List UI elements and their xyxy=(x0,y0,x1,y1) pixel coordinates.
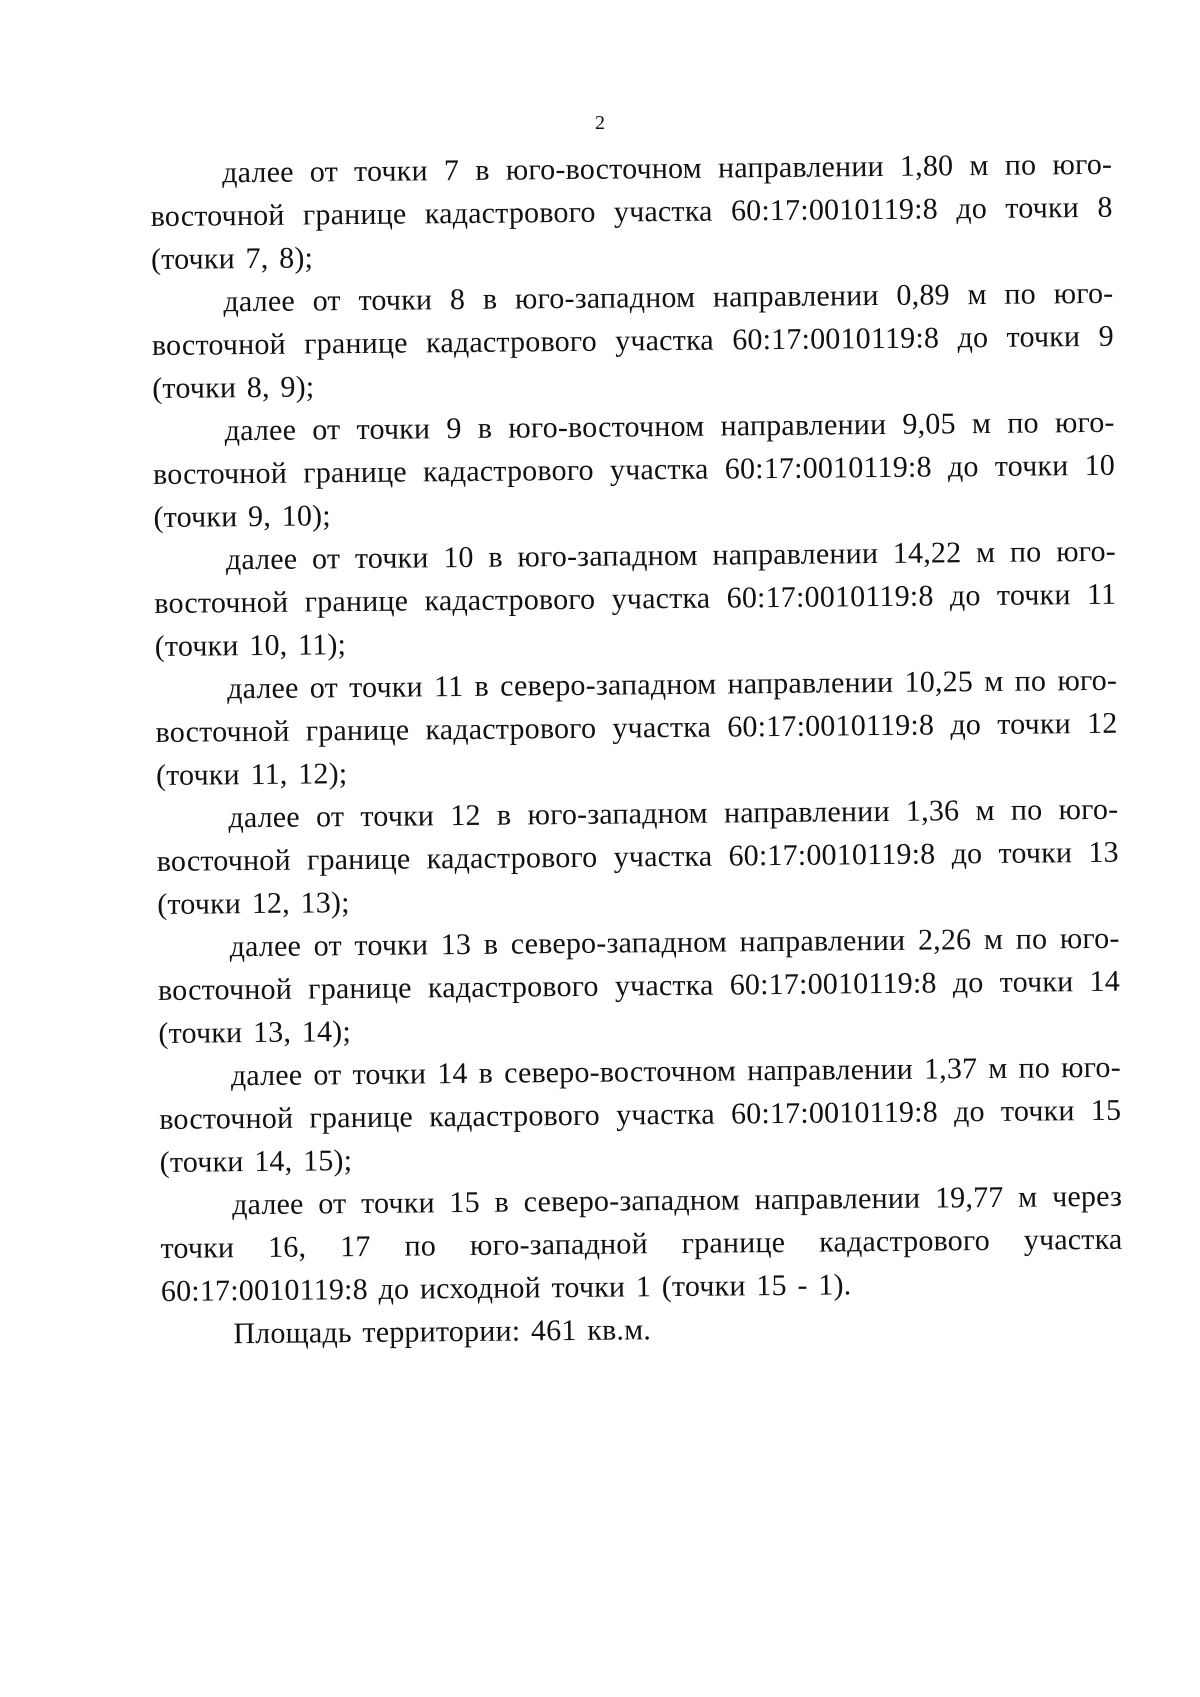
boundary-paragraph-1: далее от точки 7 в юго-восточном направлении 1,80 м по юго-восточной границе кадастрового участка 60:17:0010119:8 до точки 8 (точки 7, 8); xyxy=(150,147,1113,276)
page-number: 2 xyxy=(595,112,605,134)
boundary-paragraph-3: далее от точки 9 в юго-восточном направлении 9,05 м по юго-восточной границе кадастрового участка 60:17:0010119:8 до точки 10 (точки 9, 10); xyxy=(152,405,1116,534)
boundary-paragraph-5: далее от точки 11 в северо-западном направлении 10,25 м по юго-восточной границе кадастрового участка 60:17:0010119:8 до точки 12 (точки 11, 12); xyxy=(155,663,1118,792)
boundary-paragraph-9: далее от точки 15 в северо-западном направлении 19,77 м через точки 16, 17 по юго-западной границе кадастрового участка 60:17:0010119:8 до исходной точки 1 (точки 15 - 1). xyxy=(160,1179,1123,1308)
boundary-paragraph-4: далее от точки 10 в юго-западном направлении 14,22 м по юго-восточной границе кадастрового участка 60:17:0010119:8 до точки 11 (точки 10, 11); xyxy=(154,534,1117,663)
boundary-paragraph-6: далее от точки 12 в юго-западном направлении 1,36 м по юго-восточной границе кадастрового участка 60:17:0010119:8 до точки 13 (точки 12, 13); xyxy=(156,792,1119,921)
territory-area: Площадь территории: 461 кв.м. xyxy=(233,1313,652,1351)
boundary-paragraph-8: далее от точки 14 в северо-восточном направлении 1,37 м по юго-восточной границе кадастрового участка 60:17:0010119:8 до точки 15 (точки 14, 15); xyxy=(159,1050,1122,1179)
document-body xyxy=(150,143,1124,1356)
boundary-paragraph-2: далее от точки 8 в юго-западном направлении 0,89 м по юго-восточной границе кадастрового участка 60:17:0010119:8 до точки 9 (точки 8, 9); xyxy=(151,276,1114,405)
boundary-paragraph-7: далее от точки 13 в северо-западном направлении 2,26 м по юго-восточной границе кадастрового участка 60:17:0010119:8 до точки 14 (точки 13, 14); xyxy=(157,921,1121,1050)
